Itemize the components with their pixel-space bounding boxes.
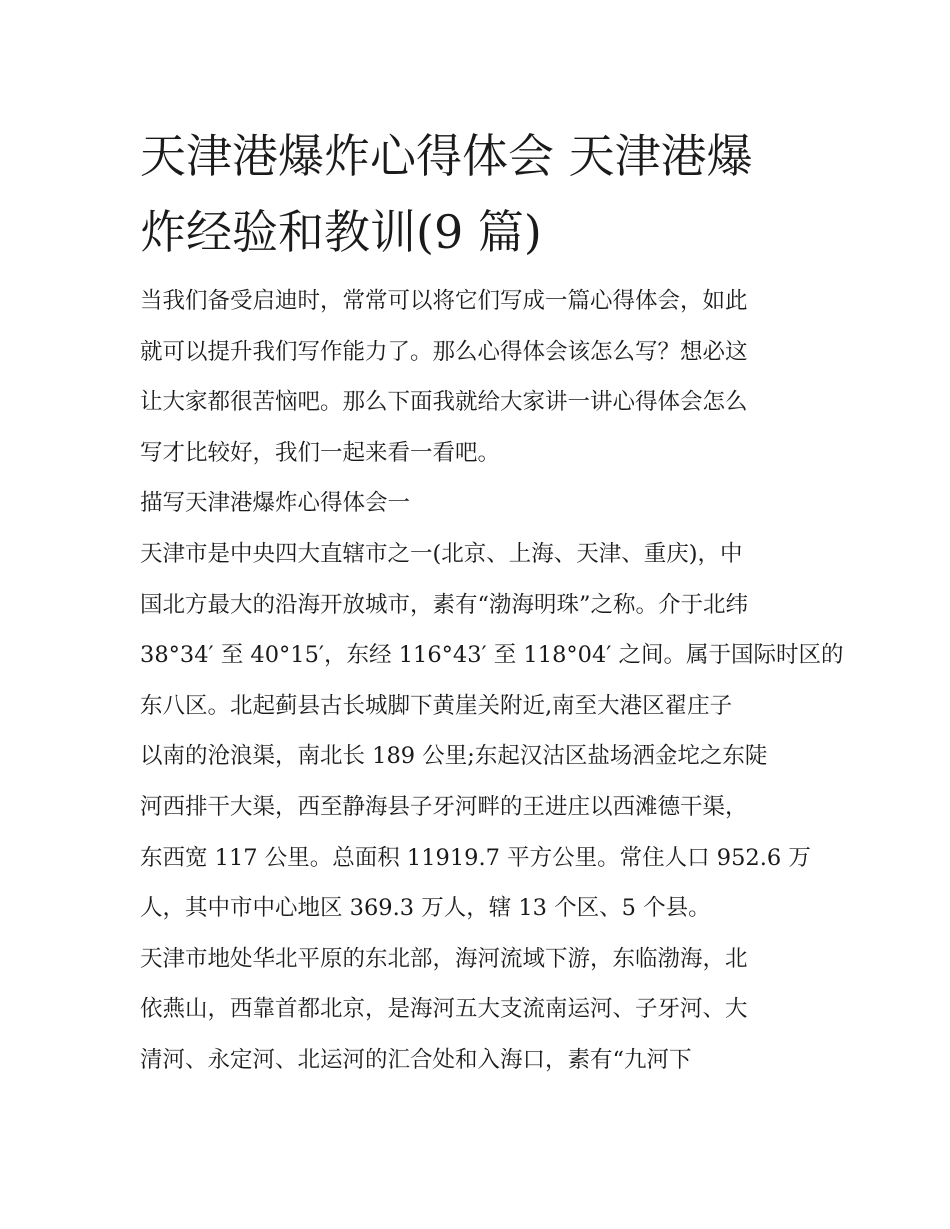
body-line-10: 以南的沧浪渠，南北长 189 公里;东起汉沽区盐场洒金坨之东陡 [140,743,768,770]
title-line-1: 天津港爆炸心得体会 天津港爆 [140,129,753,183]
body-line-2: 就可以提升我们写作能力了。那么心得体会该怎么写？想必这 [140,338,748,365]
body-line-11: 河西排干大渠，西至静海县子牙河畔的王进庄以西滩德干渠， [140,793,748,820]
section-heading: 描写天津港爆炸心得体会一 [140,490,411,517]
document-title [140,118,820,270]
body-line-1: 当我们备受启迪时，常常可以将它们写成一篇心得体会，如此 [140,288,748,314]
body-line-8: 38°34′ 至 40°15′，东经 116°43′ 至 118°04′ 之间。属于国际时区的 [140,642,844,669]
body-line-12: 东西宽 117 公里。总面积 11919.7 平方公里。常住人口 952.6 万 [140,844,811,871]
title-line-2: 炸经验和教训(9 篇) [140,205,542,259]
body-line-13: 人，其中市中心地区 369.3 万人，辖 13 个区、5 个县。 [140,895,711,922]
body-line-7: 国北方最大的沿海开放城市，素有“渤海明珠”之称。介于北纬 [140,591,749,618]
body-line-9: 东八区。北起蓟县古长城脚下黄崖关附近,南至大港区翟庄子 [140,692,733,719]
document-body [140,276,844,1086]
body-line-16: 清河、永定河、北运河的汇合处和入海口，素有“九河下 [140,1046,692,1073]
body-line-15: 依燕山，西靠首都北京，是海河五大支流南运河、子牙河、大 [140,996,748,1023]
body-line-6: 天津市是中央四大直辖市之一(北京、上海、天津、重庆)，中 [140,540,743,567]
body-line-3: 让大家都很苦恼吧。那么下面我就给大家讲一讲心得体会怎么 [140,389,748,416]
body-line-4: 写才比较好，我们一起来看一看吧。 [140,439,501,466]
body-line-14: 天津市地处华北平原的东北部，海河流域下游，东临渤海，北 [140,945,748,972]
